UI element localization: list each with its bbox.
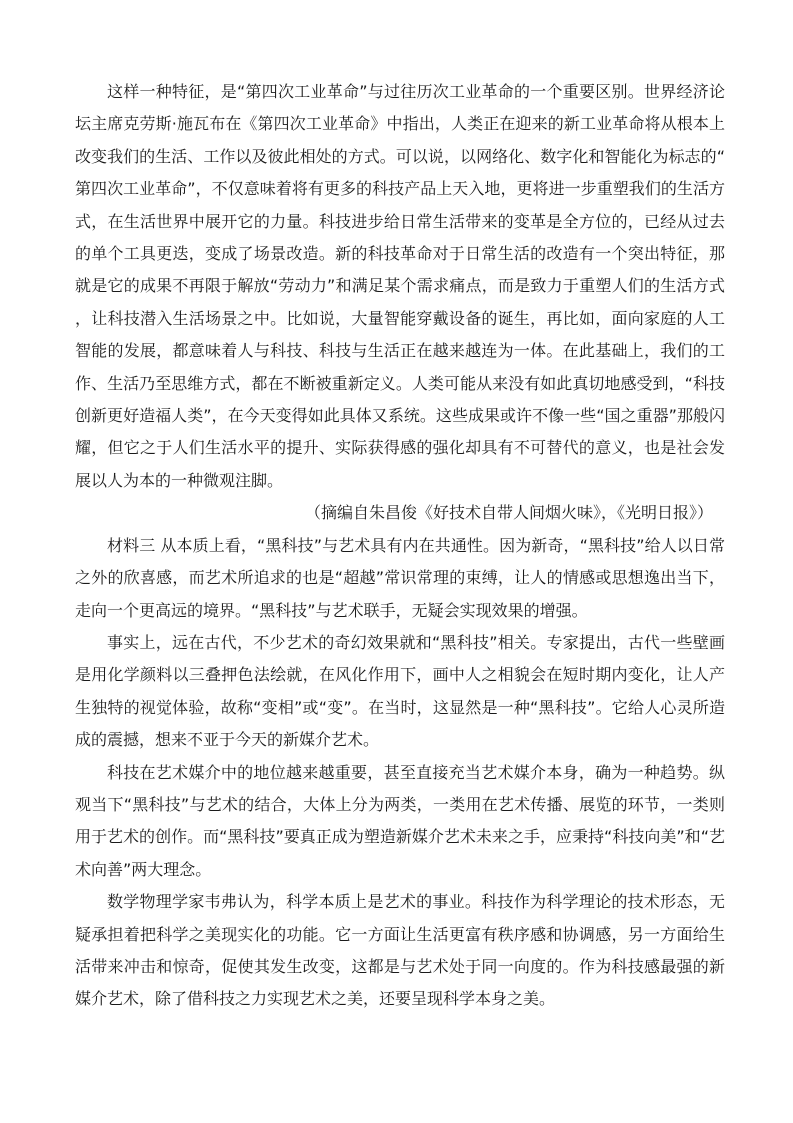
paragraph-art-media-trend: 科技在艺术媒介中的地位越来越重要，甚至直接充当艺术媒介本身，确为一种趋势。纵观当下“黑科技”与艺术的结合，大体上分为两类，一类用在艺术传播、展览的环节，一类则用于艺术的创作。而“黑科技”要真正成为塑造新媒介艺术未来之手，应秉持“科技向美”和“艺术向善”两大理念。 xyxy=(75,762,725,879)
source-citation: （摘编自朱昌俊《好技术自带人间烟火味》，《光明日报》） xyxy=(304,503,713,523)
paragraph-industrial-revolution: 这样一种特征，是“第四次工业革命”与过往历次工业革命的一个重要区别。世界经济论坛主席克劳斯·施瓦布在《第四次工业革命》中指出，人类正在迎来的新工业革命将从根本上改变我们的生活、工作以及彼此相处的方式。可以说，以网络化、数字化和智能化为标志的“第四次工业革命”，不仅意味着将有更多的科技产品上天入地，更将进一步重塑我们的生活方式，在生活世界中展开它的力量。科技进步给日常生活带来的变革是全方位的，已经从过去的单个工具更迭，变成了场景改造。新的科技革命对于日常生活的改造有一个突出特征，那就是它的成果不再限于解放“劳动力”和满足某个需求痛点，而是致力于重塑人们的生活方式，让科技潜入生活场景之中。比如说，大量智能穿戴设备的诞生，再比如，面向家庭的人工智能的发展，都意味着人与科技、科技与生活正在越来越连为一体。在此基础上，我们的工作、生活乃至思维方式，都在不断被重新定义。人类可能从来没有如此真切地感受到，“科技创新更好造福人类”，在今天变得如此具体又系统。这些成果或许不像一些“国之重器”那般闪耀，但它之于人们生活水平的提升、实际获得感的强化却具有不可替代的意义，也是社会发展以人为本的一种微观注脚。 xyxy=(75,82,725,490)
paragraph-material-three: 材料三 从本质上看，“黑科技”与艺术具有内在共通性。因为新奇，“黑科技”给人以日常之外的欣喜感，而艺术所追求的也是“超越”常识常理的束缚，让人的情感或思想逸出当下，走向一个更高远的境界。“黑科技”与艺术联手，无疑会实现效果的增强。 xyxy=(75,535,725,620)
document-body xyxy=(75,76,725,1016)
paragraph-ancient-murals: 事实上，远在古代，不少艺术的奇幻效果就和“黑科技”相关。专家提出，古代一些壁画是用化学颜料以三叠押色法绘就，在风化作用下，画中人之相貌会在短时期内变化，让人产生独特的视觉体验，故称“变相”或“变”。在当时，这显然是一种“黑科技”。它给人心灵所造成的震撼，想来不亚于今天的新媒介艺术。 xyxy=(75,632,725,750)
paragraph-science-beauty: 数学物理学家韦弗认为，科学本质上是艺术的事业。科技作为科学理论的技术形态，无疑承担着把科学之美现实化的功能。它一方面让生活更富有秩序感和协调感，另一方面给生活带来冲击和惊奇，促使其发生改变，这都是与艺术处于同一向度的。作为科技感最强的新媒介艺术，除了借科技之力实现艺术之美，还要呈现科学本身之美。 xyxy=(75,892,725,1009)
